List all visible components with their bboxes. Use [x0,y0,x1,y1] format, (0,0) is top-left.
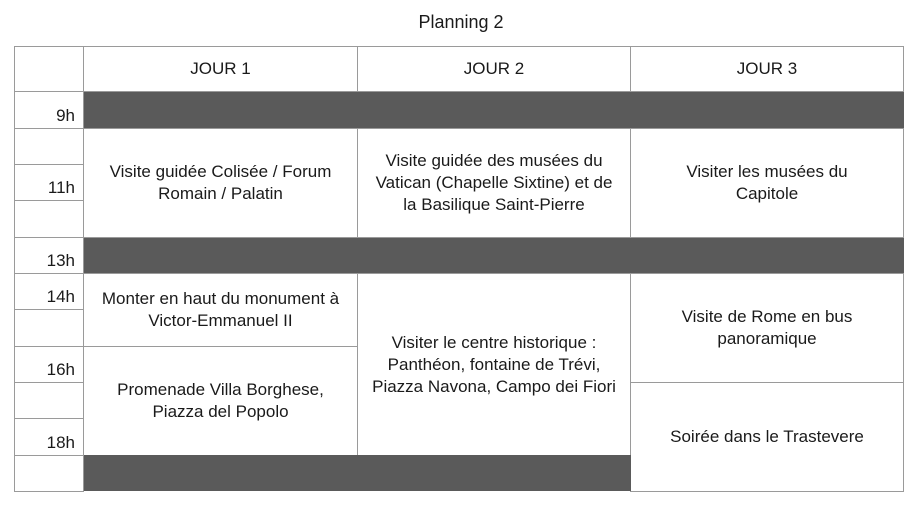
break-band-9h [84,92,904,128]
day1-afternoon-activity-2: Promenade Villa Borghese, Piazza del Popolo [83,346,358,456]
header-day-3: JOUR 3 [630,46,904,92]
time-16h: 16h [14,346,84,383]
time-empty-12h [14,200,84,238]
header-day-2: JOUR 2 [357,46,631,92]
corner-cell [14,46,84,92]
break-band-evening [84,455,631,491]
time-13h: 13h [14,237,84,274]
time-empty-19h [14,455,84,492]
header-day-1: JOUR 1 [83,46,358,92]
time-empty-15h [14,309,84,347]
time-empty-10h [14,128,84,165]
time-18h: 18h [14,418,84,456]
time-11h: 11h [14,164,84,201]
day2-morning-activity: Visite guidée des musées du Vatican (Chapelle Sixtine) et de la Basilique Saint-Pierre [357,128,631,238]
day3-afternoon-activity: Visite de Rome en bus panoramique [630,273,904,383]
break-band-13h [84,238,904,274]
day2-afternoon-activity: Visiter le centre historique : Panthéon, fontaine de Trévi, Piazza Navona, Campo dei Fiori [357,273,631,456]
time-9h: 9h [14,91,84,129]
page-title: Planning 2 [418,12,504,32]
day1-afternoon-activity-1: Monter en haut du monument à Victor-Emmanuel II [83,273,358,347]
day1-morning-activity: Visite guidée Colisée / Forum Romain / Palatin [83,128,358,238]
day3-morning-activity: Visiter les musées du Capitole [630,128,904,238]
time-14h: 14h [14,273,84,310]
time-empty-17h [14,382,84,419]
day3-evening-activity: Soirée dans le Trastevere [630,382,904,492]
